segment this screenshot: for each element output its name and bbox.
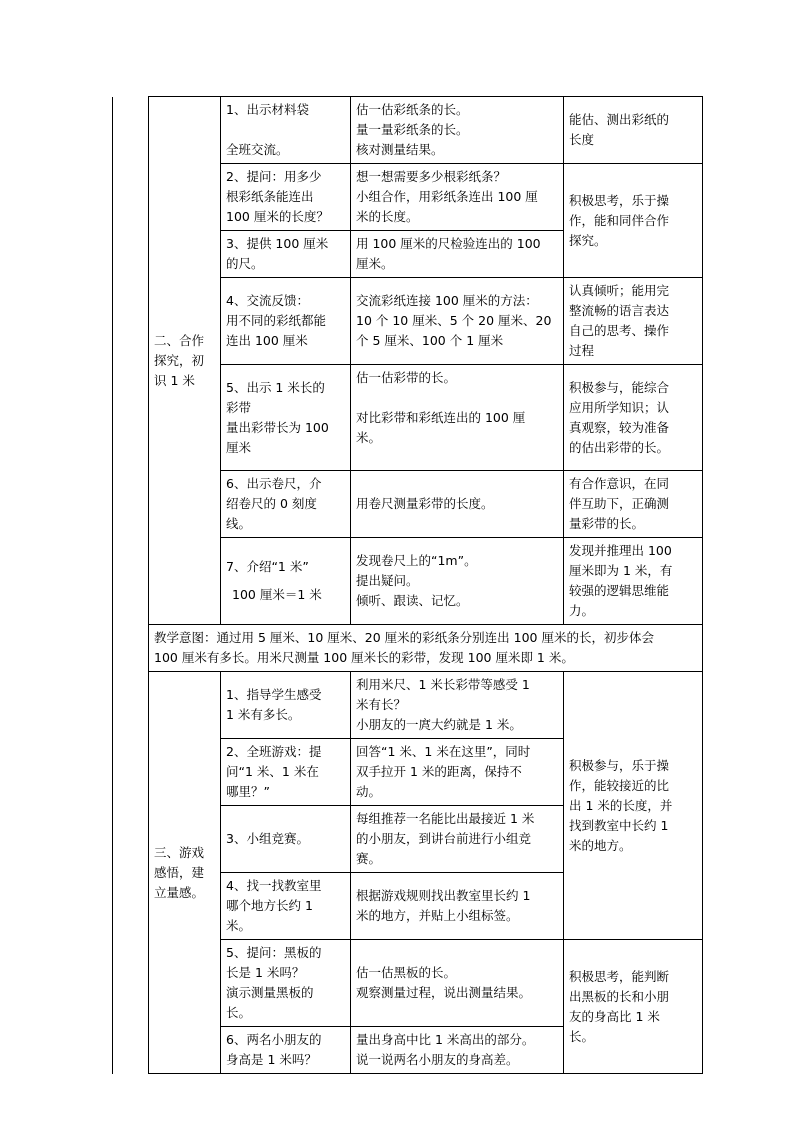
text-line: 积极参与，能综合 <box>569 379 670 395</box>
student-activity <box>351 1027 564 1074</box>
text-line: 长。 <box>226 1005 252 1020</box>
text-line: 4、交流反馈： <box>226 293 309 308</box>
text-line: 4、找一找教室里 <box>226 878 322 893</box>
text-line: 2、提问：用多少 <box>226 169 322 184</box>
text-line: 有合作意识，在同 <box>569 476 670 491</box>
outer-left-column <box>113 97 149 1074</box>
student-activity <box>351 873 564 940</box>
text-line: 米的长度。 <box>356 209 419 224</box>
text-line: 能估、测出彩纸的 <box>569 112 670 127</box>
text-line: 找到教室中长约 1 <box>569 817 669 833</box>
teaching-intent <box>149 625 703 672</box>
text-line: 哪个地方长约 1 <box>226 898 313 913</box>
table-row <box>113 625 703 672</box>
text-line: 教学意图：通过用 5 厘米、10 厘米、20 厘米的彩纸条分别连出 100 厘米的长，初步体会 <box>154 630 654 645</box>
text-line: 米。 <box>226 918 252 933</box>
text-line: 探究。 <box>569 232 607 248</box>
goal-cell <box>564 164 703 278</box>
text-line: 100 厘米的长度？ <box>226 209 329 224</box>
text-line: 的小朋友，到讲台前进行小组竞 <box>356 831 532 846</box>
student-activity <box>351 164 564 231</box>
text-line: 连出 100 厘米 <box>226 333 308 348</box>
text-line: 立量感。 <box>154 884 205 900</box>
text-line: 探究，初 <box>154 352 205 368</box>
text-line: 用不同的彩纸都能 <box>226 313 327 328</box>
text-line: 绍卷尺的 0 刻度 <box>226 496 317 511</box>
text-line: 估一估彩带的长。 <box>356 370 457 385</box>
text-line: 二、合作 <box>154 332 205 348</box>
text-line: 小组合作，用彩纸条连出 100 厘 <box>356 189 538 204</box>
text-line: 1 米有多长。 <box>226 707 301 722</box>
text-line: 伴互助下，正确测 <box>569 496 670 511</box>
student-activity <box>351 365 564 471</box>
table-row <box>113 97 703 164</box>
table-row <box>113 672 703 739</box>
text-line: 量出身高中比 1 米高出的部分。 <box>356 1032 535 1047</box>
text-line: 积极参与，乐于操 <box>569 757 670 773</box>
text-line: 量出彩带长为 100 <box>226 419 329 435</box>
text-line: 出黑板的长和小朋 <box>569 988 670 1004</box>
text-line: 积极思考，能判断 <box>569 968 670 984</box>
text-line: 估一估彩纸条的长。 <box>356 102 469 117</box>
text-line: 出 1 米的长度，并 <box>569 797 673 813</box>
student-activity <box>351 231 564 278</box>
text-line: 感悟，建 <box>154 864 205 880</box>
text-line: 1、指导学生感受 <box>226 687 322 702</box>
text-line: 哪里？” <box>226 784 270 799</box>
text-line: 积极思考，乐于操 <box>569 192 670 208</box>
text-line: 根据游戏规则找出教室里长约 1 <box>356 888 531 903</box>
text-line: 每组推荐一名能比出最接近 1 米 <box>356 811 535 826</box>
student-activity <box>351 739 564 806</box>
text-line: 长是 1 米吗？ <box>226 965 305 980</box>
text-line: 赛。 <box>356 851 382 866</box>
student-activity <box>351 278 564 365</box>
goal-cell <box>564 672 703 940</box>
text-line: 利用米尺、1 米长彩带等感受 1 <box>356 677 530 692</box>
text-line: 倾听、跟读、记忆。 <box>356 593 469 608</box>
student-activity <box>351 806 564 873</box>
text-line: 个 5 厘米、100 个 1 厘米 <box>356 333 504 348</box>
text-line: 量彩带的长。 <box>569 516 645 531</box>
text-line: 身高是 1 米吗？ <box>226 1052 317 1067</box>
text-line: 米。 <box>356 430 382 445</box>
text-line: 认真倾听；能用完 <box>569 283 670 298</box>
text-line: 说一说两名小朋友的身高差。 <box>356 1052 519 1067</box>
text-line: 观察测量过程，说出测量结果。 <box>356 985 532 1000</box>
teacher-activity <box>221 940 351 1027</box>
text-line: 3、提供 100 厘米 <box>226 236 329 251</box>
goal-cell <box>564 97 703 164</box>
goal-cell <box>564 278 703 365</box>
text-line: 1、出示材料袋 <box>226 102 309 117</box>
goal-cell <box>564 365 703 471</box>
text-line: 自己的思考、操作 <box>569 323 670 338</box>
text-line: 交流彩纸连接 100 厘米的方法： <box>356 293 538 308</box>
text-line: 较强的逻辑思维能 <box>569 583 670 598</box>
text-line: 双手拉开 1 米的距离，保持不 <box>356 764 522 779</box>
student-activity <box>351 97 564 164</box>
teacher-activity <box>221 231 351 278</box>
text-line: 动。 <box>356 784 382 799</box>
text-line: 作，能较接近的比 <box>569 777 670 793</box>
text-line: 的尺。 <box>226 256 264 271</box>
teacher-activity <box>221 164 351 231</box>
text-line: 100 厘米＝1 米 <box>232 587 322 602</box>
lesson-plan-table <box>112 96 703 1074</box>
text-line: 7、介绍“1 米” <box>226 559 309 574</box>
teacher-activity <box>221 278 351 365</box>
text-line: 米的地方，并贴上小组标签。 <box>356 908 519 923</box>
text-line: 整流畅的语言表达 <box>569 303 670 318</box>
text-line: 线。 <box>226 516 252 531</box>
lesson-plan-page <box>112 96 702 1074</box>
text-line: 根彩纸条能连出 <box>226 189 314 204</box>
teacher-activity <box>221 365 351 471</box>
text-line: 力。 <box>569 603 595 618</box>
text-line: 问“1 米、1 米在 <box>226 764 319 779</box>
text-line: 6、两名小朋友的 <box>226 1032 322 1047</box>
student-activity <box>351 940 564 1027</box>
stage-cell <box>149 97 221 625</box>
goal-cell <box>564 471 703 538</box>
text-line: 想一想需要多少根彩纸条？ <box>356 169 507 184</box>
text-line: 发现并推理出 100 <box>569 543 672 558</box>
text-line: 识 1 米 <box>154 372 195 388</box>
text-line: 3、小组竞赛。 <box>226 831 309 846</box>
text-line: 厘米即为 1 米，有 <box>569 563 673 578</box>
student-activity <box>351 471 564 538</box>
goal-cell <box>564 538 703 625</box>
text-line: 彩带 <box>226 399 252 415</box>
text-line: 厘米 <box>226 439 252 455</box>
text-line: 用 100 厘米的尺检验连出的 100 <box>356 236 541 251</box>
teacher-activity <box>221 739 351 806</box>
teacher-activity <box>221 97 351 164</box>
text-line: 回答“1 米、1 米在这里”，同时 <box>356 744 531 759</box>
teacher-activity <box>221 873 351 940</box>
text-line: 演示测量黑板的 <box>226 985 314 1000</box>
text-line: 量一量彩纸条的长。 <box>356 122 469 137</box>
stage-cell <box>149 672 221 1074</box>
text-line: 用卷尺测量彩带的长度。 <box>356 496 494 511</box>
text-line: 米有长？ <box>356 697 407 712</box>
text-line: 应用所学知识；认 <box>569 399 670 415</box>
text-line: 过程 <box>569 343 595 358</box>
text-line: 全班交流。 <box>226 142 289 157</box>
student-activity <box>351 672 564 739</box>
text-line: 厘米。 <box>356 256 394 271</box>
teacher-activity <box>221 1027 351 1074</box>
text-line: 5、出示 1 米长的 <box>226 379 325 395</box>
text-line: 作，能和同伴合作 <box>569 212 670 228</box>
text-line: 提出疑问。 <box>356 573 419 588</box>
text-line: 发现卷尺上的“1m”。 <box>356 553 477 568</box>
teacher-activity <box>221 672 351 739</box>
text-line: 100 厘米有多长。用米尺测量 100 厘米长的彩带，发现 100 厘米即 1 米。 <box>154 650 574 665</box>
teacher-activity <box>221 471 351 538</box>
text-line: 对比彩带和彩纸连出的 100 厘 <box>356 410 526 425</box>
text-line: 2、全班游戏：提 <box>226 744 322 759</box>
text-line: 5、提问：黑板的 <box>226 945 322 960</box>
text-line: 米的地方。 <box>569 837 632 853</box>
text-line: 长。 <box>569 1028 595 1044</box>
text-line: 的估出彩带的长。 <box>569 439 670 455</box>
goal-cell <box>564 940 703 1074</box>
text-line: 友的身高比 1 米 <box>569 1008 660 1024</box>
text-line: 三、游戏 <box>154 844 205 860</box>
text-line: 10 个 10 厘米、5 个 20 厘米、20 <box>356 313 552 328</box>
text-line: 估一估黑板的长。 <box>356 965 457 980</box>
text-line: 长度 <box>569 132 595 147</box>
teacher-activity <box>221 538 351 625</box>
student-activity <box>351 538 564 625</box>
text-line: 核对测量结果。 <box>356 142 444 157</box>
text-line: 6、出示卷尺，介 <box>226 476 322 491</box>
text-line: 小朋友的一庹大约就是 1 米。 <box>356 717 522 732</box>
teacher-activity <box>221 806 351 873</box>
text-line: 真观察，较为准备 <box>569 419 670 435</box>
